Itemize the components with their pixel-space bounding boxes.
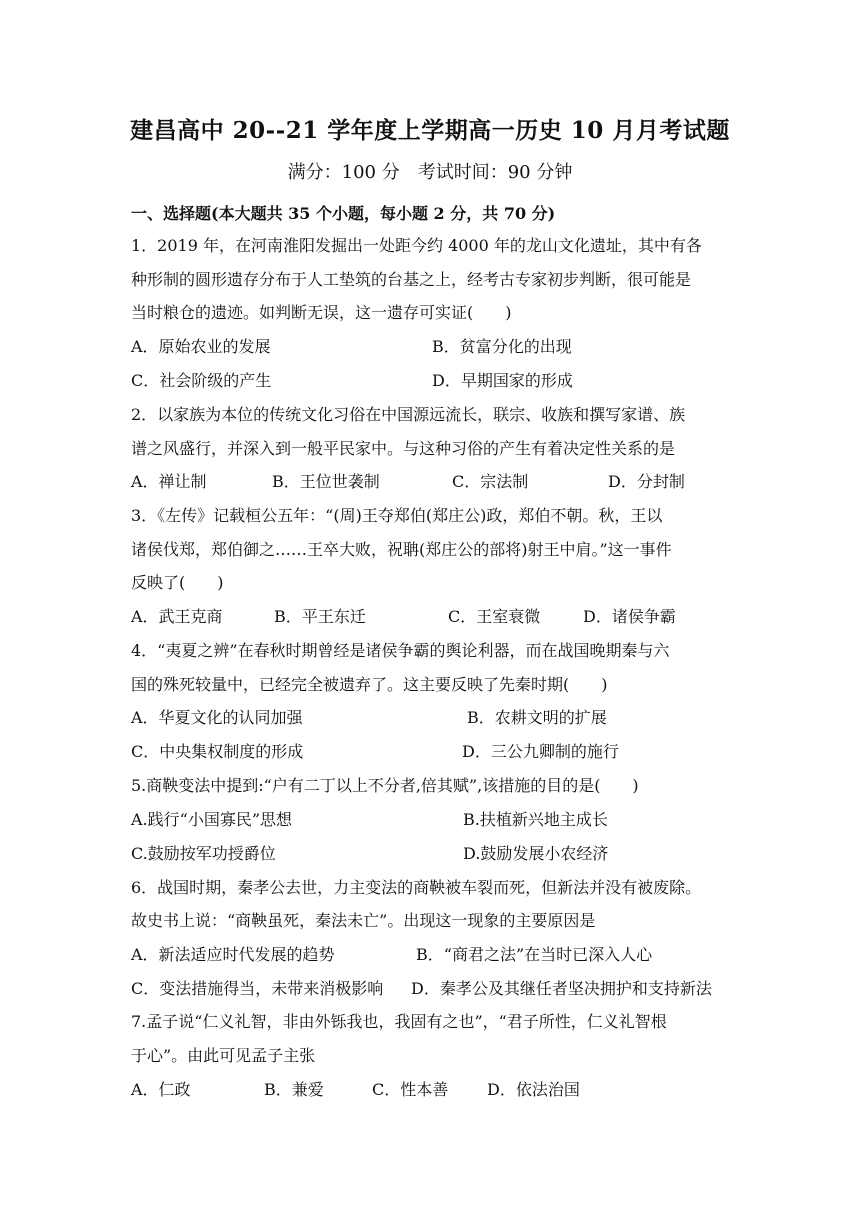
q2-option-b: B．王位世袭制 — [272, 472, 380, 491]
q3-line-2: 诸侯伐郑，郑伯御之……王卒大败，祝聃(郑庄公的部将)射王中肩。”这一事件 — [131, 540, 672, 559]
q3-line-1: 3．《左传》记载桓公五年：“(周)王夺郑伯(郑庄公)政，郑伯不朝。秋，王以 — [131, 506, 663, 525]
q3-option-c: C．王室衰微 — [448, 607, 541, 626]
q5-option-d: D.鼓励发展小农经济 — [463, 844, 609, 863]
q6-option-d: D．秦孝公及其继任者坚决拥护和支持新法 — [411, 979, 712, 998]
q7-option-c: C．性本善 — [372, 1080, 449, 1099]
q3-option-d: D．诸侯争霸 — [583, 607, 676, 626]
q7-option-b: B．兼爱 — [264, 1080, 324, 1099]
q1-line-3: 当时粮仓的遗迹。如判断无误，这一遗存可实证( ) — [131, 303, 512, 322]
q5-line-1: 5.商鞅变法中提到:“户有二丁以上不分者,倍其赋”,该措施的目的是( ) — [131, 776, 639, 795]
q3-option-b: B．平王东迁 — [274, 607, 366, 626]
q7-option-d: D．依法治国 — [487, 1080, 580, 1099]
q7-line-2: 于心”。由此可见孟子主张 — [131, 1046, 316, 1065]
q6-option-c: C．变法措施得当，未带来消极影响 — [131, 979, 384, 998]
q1-line-2: 种形制的圆形遗存分布于人工垫筑的台基之上，经考古专家初步判断，很可能是 — [131, 270, 692, 289]
q2-option-d: D．分封制 — [608, 472, 685, 491]
q1-option-a: A．原始农业的发展 — [131, 337, 271, 356]
q6-line-1: 6．战国时期，秦孝公去世，力主变法的商鞅被车裂而死，但新法并没有被废除。 — [131, 878, 702, 897]
q3-line-3: 反映了( ) — [131, 573, 224, 592]
q4-line-2: 国的殊死较量中，已经完全被遗弃了。这主要反映了先秦时期( ) — [131, 675, 608, 694]
q3-option-a: A．武王克商 — [131, 607, 223, 626]
q2-option-a: A．禅让制 — [131, 472, 207, 491]
q1-option-c: C．社会阶级的产生 — [131, 371, 272, 390]
q6-option-a: A．新法适应时代发展的趋势 — [131, 945, 335, 964]
q1-option-d: D．早期国家的形成 — [432, 371, 573, 390]
q5-option-b: B.扶植新兴地主成长 — [463, 810, 608, 829]
q4-option-d: D．三公九卿制的施行 — [462, 742, 619, 761]
section-heading: 一、选择题(本大题共 35 个小题，每小题 2 分，共 70 分) — [131, 204, 556, 223]
q1-line-1: 1．2019 年，在河南淮阳发掘出一处距今约 4000 年的龙山文化遗址，其中有各 — [131, 236, 702, 255]
q2-option-c: C．宗法制 — [452, 472, 529, 491]
q4-option-a: A．华夏文化的认同加强 — [131, 708, 303, 727]
q2-line-1: 2．以家族为本位的传统文化习俗在中国源远流长，联宗、收族和撰写家谱、族 — [131, 405, 686, 424]
q4-line-1: 4．“夷夏之辨”在春秋时期曾经是诸侯争霸的舆论利器，而在战国晚期秦与六 — [131, 641, 670, 660]
q5-option-a: A.践行“小国寡民”思想 — [131, 810, 293, 829]
q4-option-c: C．中央集权制度的形成 — [131, 742, 304, 761]
q5-option-c: C.鼓励按军功授爵位 — [131, 844, 276, 863]
exam-subtitle: 满分：100 分 考试时间：90 分钟 — [287, 162, 573, 183]
q7-line-1: 7.孟子说“仁义礼智，非由外铄我也，我固有之也”，“君子所性，仁义礼智根 — [131, 1012, 667, 1031]
q2-line-2: 谱之风盛行，并深入到一般平民家中。与这种习俗的产生有着决定性关系的是 — [131, 439, 676, 458]
exam-title: 建昌高中 20--21 学年度上学期高一历史 10 月月考试题 — [130, 117, 730, 144]
q7-option-a: A．仁政 — [131, 1080, 191, 1099]
q1-option-b: B．贫富分化的出现 — [432, 337, 572, 356]
q4-option-b: B．农耕文明的扩展 — [467, 708, 607, 727]
q6-line-2: 故史书上说：“商鞅虽死，秦法未亡”。出现这一现象的主要原因是 — [131, 911, 596, 930]
q6-option-b: B．“商君之法”在当时已深入人心 — [416, 945, 653, 964]
